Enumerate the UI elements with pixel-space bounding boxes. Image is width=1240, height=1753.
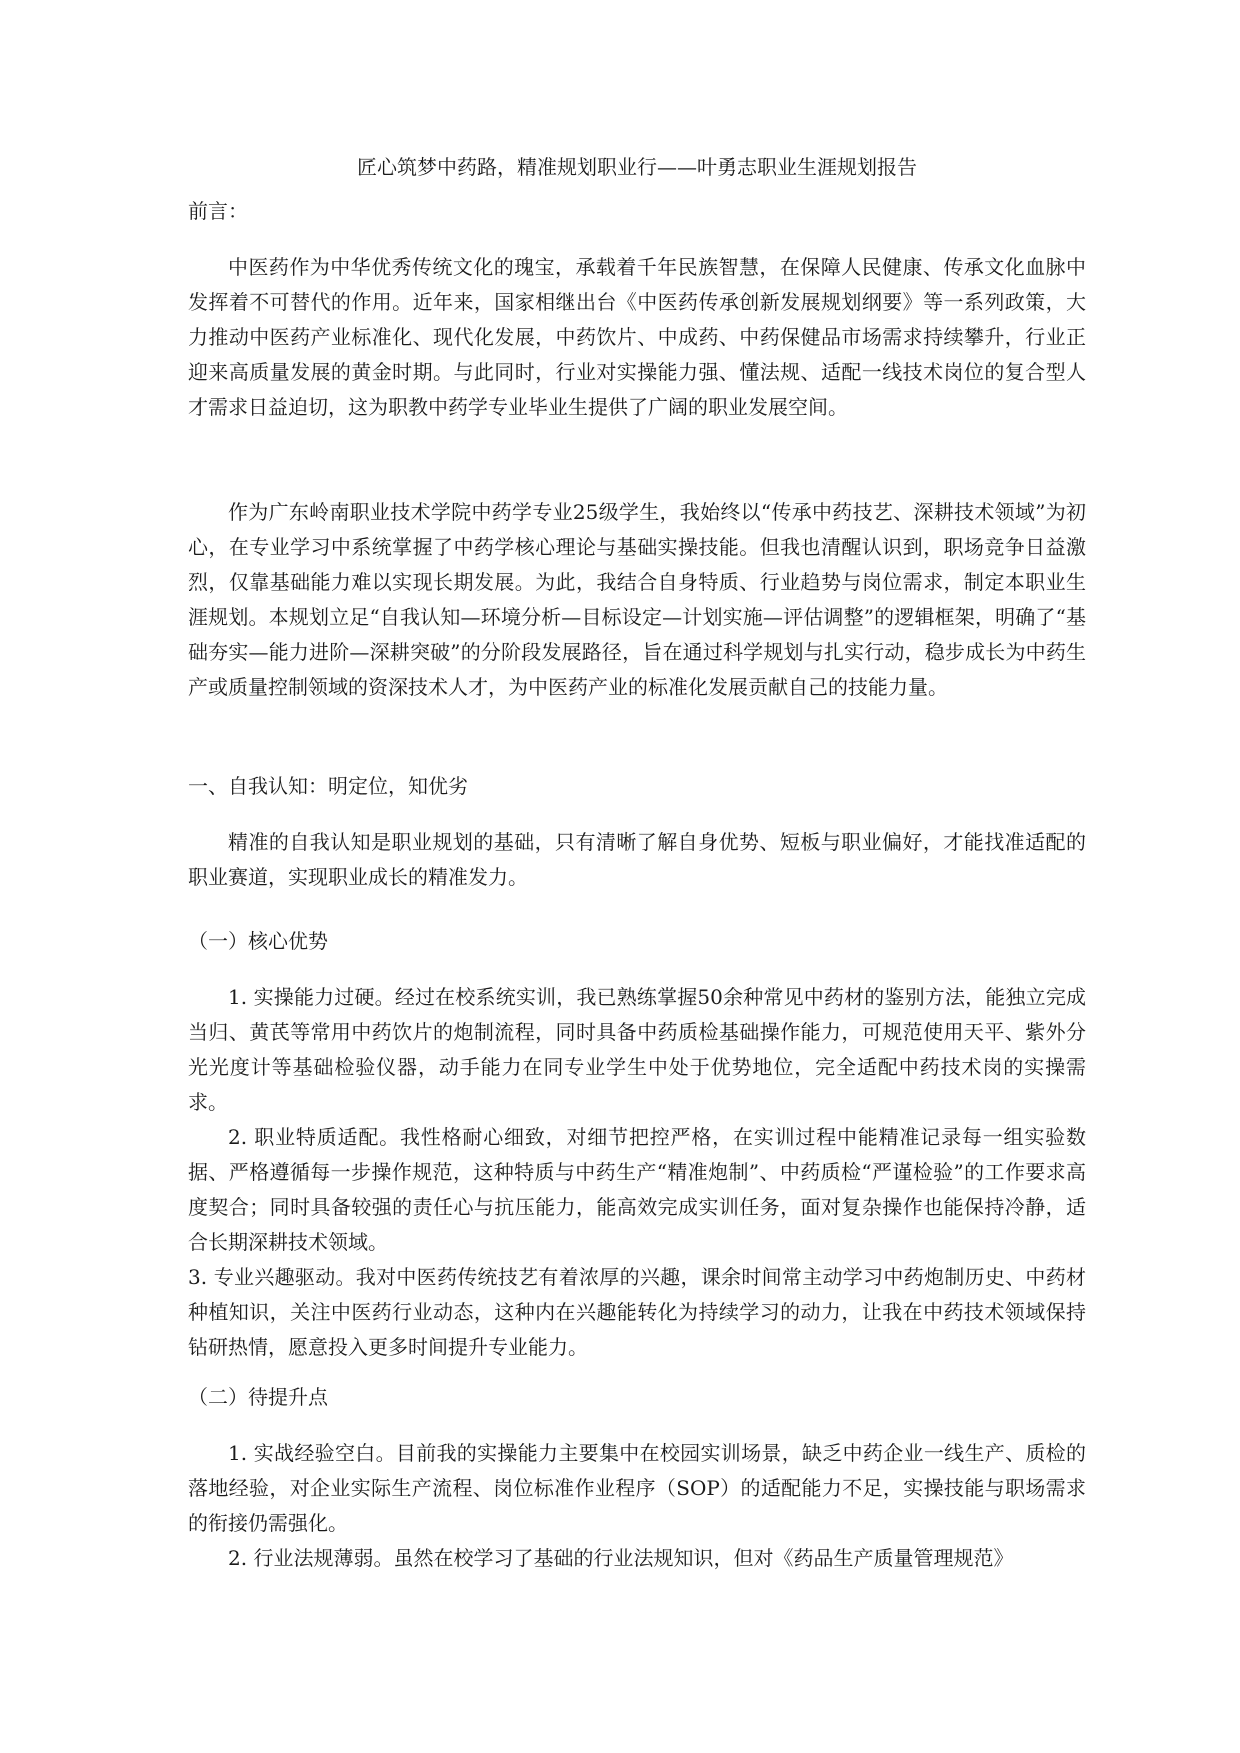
strength-item-2: 2. 职业特质适配。我性格耐心细致，对细节把控严格，在实训过程中能精准记录每一组实验数据、严格遵循每一步操作规范，这种特质与中药生产“精准炮制”、中药质检“严谨检验”的工作要求高度契合；同时具备较强的责任心与抗压能力，能高效完成实训任务，面对复杂操作也能保持冷静，适合长期深耕技术领域。 (188, 1125, 1086, 1254)
subsection-heading-weaknesses: （二）待提升点 (188, 1385, 328, 1409)
weaknesses-list (188, 1436, 1086, 1576)
preface-paragraph-1: 中医药作为中华优秀传统文化的瑰宝，承载着千年民族智慧，在保障人民健康、传承文化血脉中发挥着不可替代的作用。近年来，国家相继出台《中医药传承创新发展规划纲要》等一系列政策，大力推动中医药产业标准化、现代化发展，中药饮片、中成药、中药保健品市场需求持续攀升，行业正迎来高质量发展的黄金时期。与此同时，行业对实操能力强、懂法规、适配一线技术岗位的复合型人才需求日益迫切，这为职教中药学专业毕业生提供了广阔的职业发展空间。 (188, 255, 1086, 419)
document-title: 匠心筑梦中药路，精准规划职业行——叶勇志职业生涯规划报告 (357, 155, 917, 179)
preface-body-2 (188, 495, 1086, 705)
section-heading-self-awareness: 一、自我认知：明定位，知优劣 (188, 774, 468, 798)
document-page (188, 0, 1086, 1753)
strengths-list (188, 980, 1086, 1365)
section-intro-block (188, 825, 1086, 895)
section-intro-paragraph: 精准的自我认知是职业规划的基础，只有清晰了解自身优势、短板与职业偏好，才能找准适配的职业赛道，实现职业成长的精准发力。 (188, 830, 1086, 889)
subsection-heading-strengths: （一）核心优势 (188, 929, 328, 953)
weakness-item-2: 2. 行业法规薄弱。虽然在校学习了基础的行业法规知识，但对《药品生产质量管理规范》 (228, 1546, 1014, 1570)
preface-heading: 前言： (188, 199, 248, 223)
preface-paragraph-2: 作为广东岭南职业技术学院中药学专业25级学生，我始终以“传承中药技艺、深耕技术领域”为初心，在专业学习中系统掌握了中药学核心理论与基础实操技能。但我也清醒认识到，职场竞争日益激烈，仅靠基础能力难以实现长期发展。为此，我结合自身特质、行业趋势与岗位需求，制定本职业生涯规划。本规划立足“自我认知—环境分析—目标设定—计划实施—评估调整”的逻辑框架，明确了“基础夯实—能力进阶—深耕突破”的分阶段发展路径，旨在通过科学规划与扎实行动，稳步成长为中药生产或质量控制领域的资深技术人才，为中医药产业的标准化发展贡献自己的技能力量。 (188, 500, 1086, 699)
strength-item-1: 1. 实操能力过硬。经过在校系统实训，我已熟练掌握50余种常见中药材的鉴别方法，能独立完成当归、黄芪等常用中药饮片的炮制流程，同时具备中药质检基础操作能力，可规范使用天平、紫外分光光度计等基础检验仪器，动手能力在同专业学生中处于优势地位，完全适配中药技术岗的实操需求。 (188, 985, 1086, 1114)
preface-body (188, 250, 1086, 425)
weakness-item-1: 1. 实战经验空白。目前我的实操能力主要集中在校园实训场景，缺乏中药企业一线生产、质检的落地经验，对企业实际生产流程、岗位标准作业程序（SOP）的适配能力不足，实操技能与职场需求的衔接仍需强化。 (188, 1441, 1086, 1535)
strength-item-3: 3. 专业兴趣驱动。我对中医药传统技艺有着浓厚的兴趣，课余时间常主动学习中药炮制历史、中药材种植知识，关注中医药行业动态，这种内在兴趣能转化为持续学习的动力，让我在中药技术领域保持钻研热情，愿意投入更多时间提升专业能力。 (188, 1265, 1086, 1359)
